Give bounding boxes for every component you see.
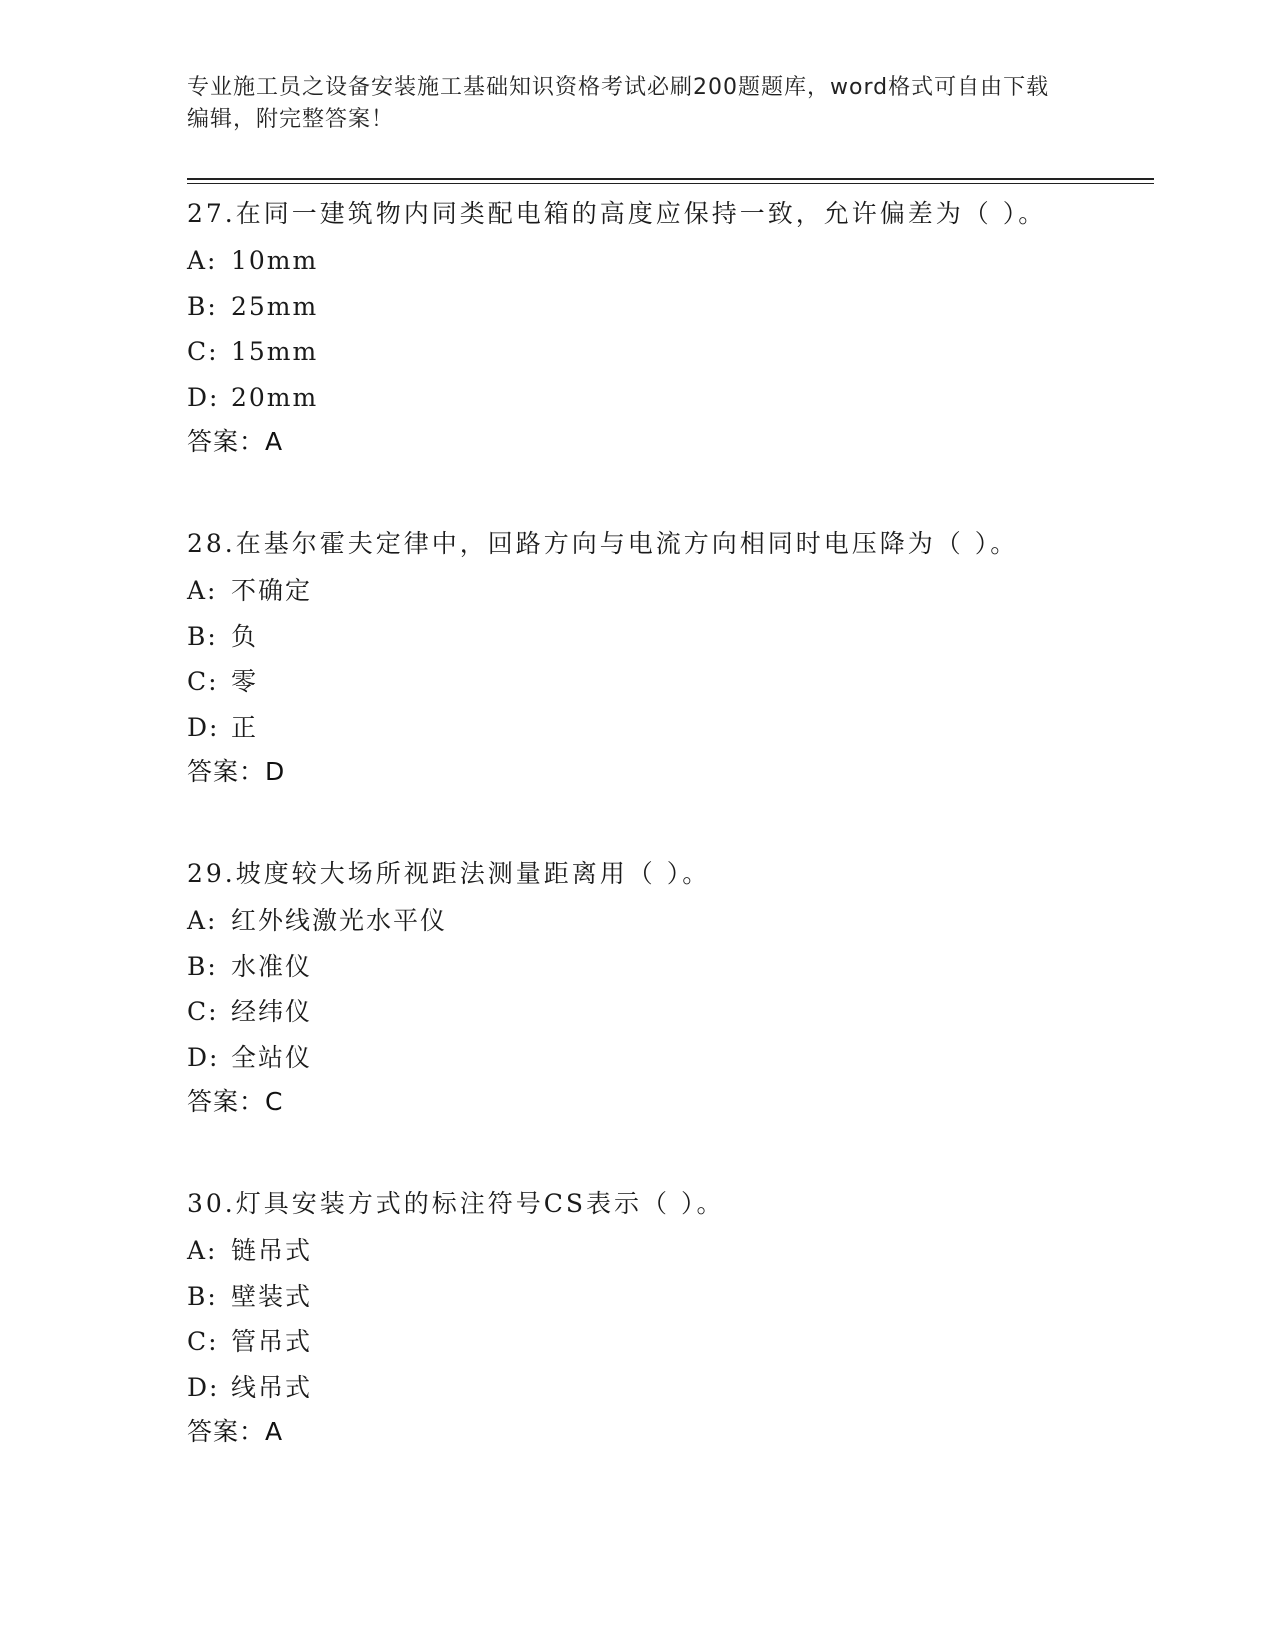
- option-value: 负: [231, 621, 259, 651]
- option-value: 壁装式: [231, 1281, 313, 1311]
- option-label: D:: [187, 712, 220, 742]
- option-value: 正: [231, 712, 259, 742]
- spacer: [187, 794, 1154, 850]
- option-value: 不确定: [231, 576, 313, 605]
- header-divider-thin: [187, 183, 1154, 184]
- option-d: [187, 1035, 1154, 1081]
- option-label: C:: [187, 337, 219, 366]
- option-label: A:: [187, 1236, 218, 1265]
- question-27: [187, 190, 1154, 464]
- option-b: [187, 284, 1154, 330]
- option-label: C:: [187, 997, 219, 1026]
- option-a: [187, 568, 1154, 614]
- question-list: [187, 190, 1154, 1454]
- option-value: 20mm: [231, 382, 319, 412]
- spacer: [187, 464, 1154, 520]
- option-value: 红外线激光水平仪: [231, 906, 448, 935]
- option-d: [187, 705, 1154, 751]
- option-label: C:: [187, 667, 219, 696]
- question-28: [187, 520, 1154, 794]
- option-label: D:: [187, 1042, 220, 1072]
- question-text: 27.在同一建筑物内同类配电箱的高度应保持一致，允许偏差为（ ）。: [187, 199, 1047, 228]
- option-label: B:: [187, 291, 218, 321]
- answer: 答案：C: [187, 1087, 284, 1116]
- option-label: B:: [187, 1281, 218, 1311]
- option-label: B:: [187, 951, 218, 981]
- option-c: [187, 659, 1154, 705]
- option-d: [187, 1365, 1154, 1411]
- option-value: 25mm: [231, 291, 319, 321]
- option-label: A:: [187, 576, 218, 605]
- option-b: [187, 1274, 1154, 1320]
- option-value: 15mm: [231, 337, 319, 366]
- option-value: 经纬仪: [231, 997, 313, 1026]
- option-a: [187, 898, 1154, 944]
- question-text: 28.在基尔霍夫定律中，回路方向与电流方向相同时电压降为（ ）。: [187, 529, 1019, 558]
- option-value: 线吊式: [231, 1372, 313, 1402]
- option-d: [187, 375, 1154, 421]
- option-value: 零: [231, 667, 259, 696]
- option-value: 全站仪: [231, 1042, 313, 1072]
- option-label: C:: [187, 1327, 219, 1356]
- option-b: [187, 614, 1154, 660]
- header-divider-thick: [187, 178, 1154, 180]
- option-value: 管吊式: [231, 1327, 313, 1356]
- answer: 答案：D: [187, 757, 286, 786]
- option-label: A:: [187, 246, 218, 275]
- option-a: [187, 238, 1154, 284]
- option-a: [187, 1228, 1154, 1274]
- option-c: [187, 1319, 1154, 1365]
- option-label: A:: [187, 906, 218, 935]
- question-text: 29.坡度较大场所视距法测量距离用（ ）。: [187, 859, 711, 888]
- option-c: [187, 329, 1154, 375]
- option-label: D:: [187, 1372, 220, 1402]
- option-value: 链吊式: [231, 1236, 313, 1265]
- answer: 答案：A: [187, 1417, 284, 1446]
- option-c: [187, 989, 1154, 1035]
- answer: 答案：A: [187, 427, 284, 456]
- document-header: 专业施工员之设备安装施工基础知识资格考试必刷200题题库，word格式可自由下载编辑，附完整答案！: [187, 75, 1050, 132]
- option-value: 水准仪: [231, 951, 313, 981]
- question-30: [187, 1180, 1154, 1454]
- option-label: D:: [187, 382, 220, 412]
- question-29: [187, 850, 1154, 1124]
- question-text: 30.灯具安装方式的标注符号CS表示（ ）。: [187, 1189, 725, 1218]
- option-value: 10mm: [231, 246, 319, 275]
- option-b: [187, 944, 1154, 990]
- spacer: [187, 1124, 1154, 1180]
- option-label: B:: [187, 621, 218, 651]
